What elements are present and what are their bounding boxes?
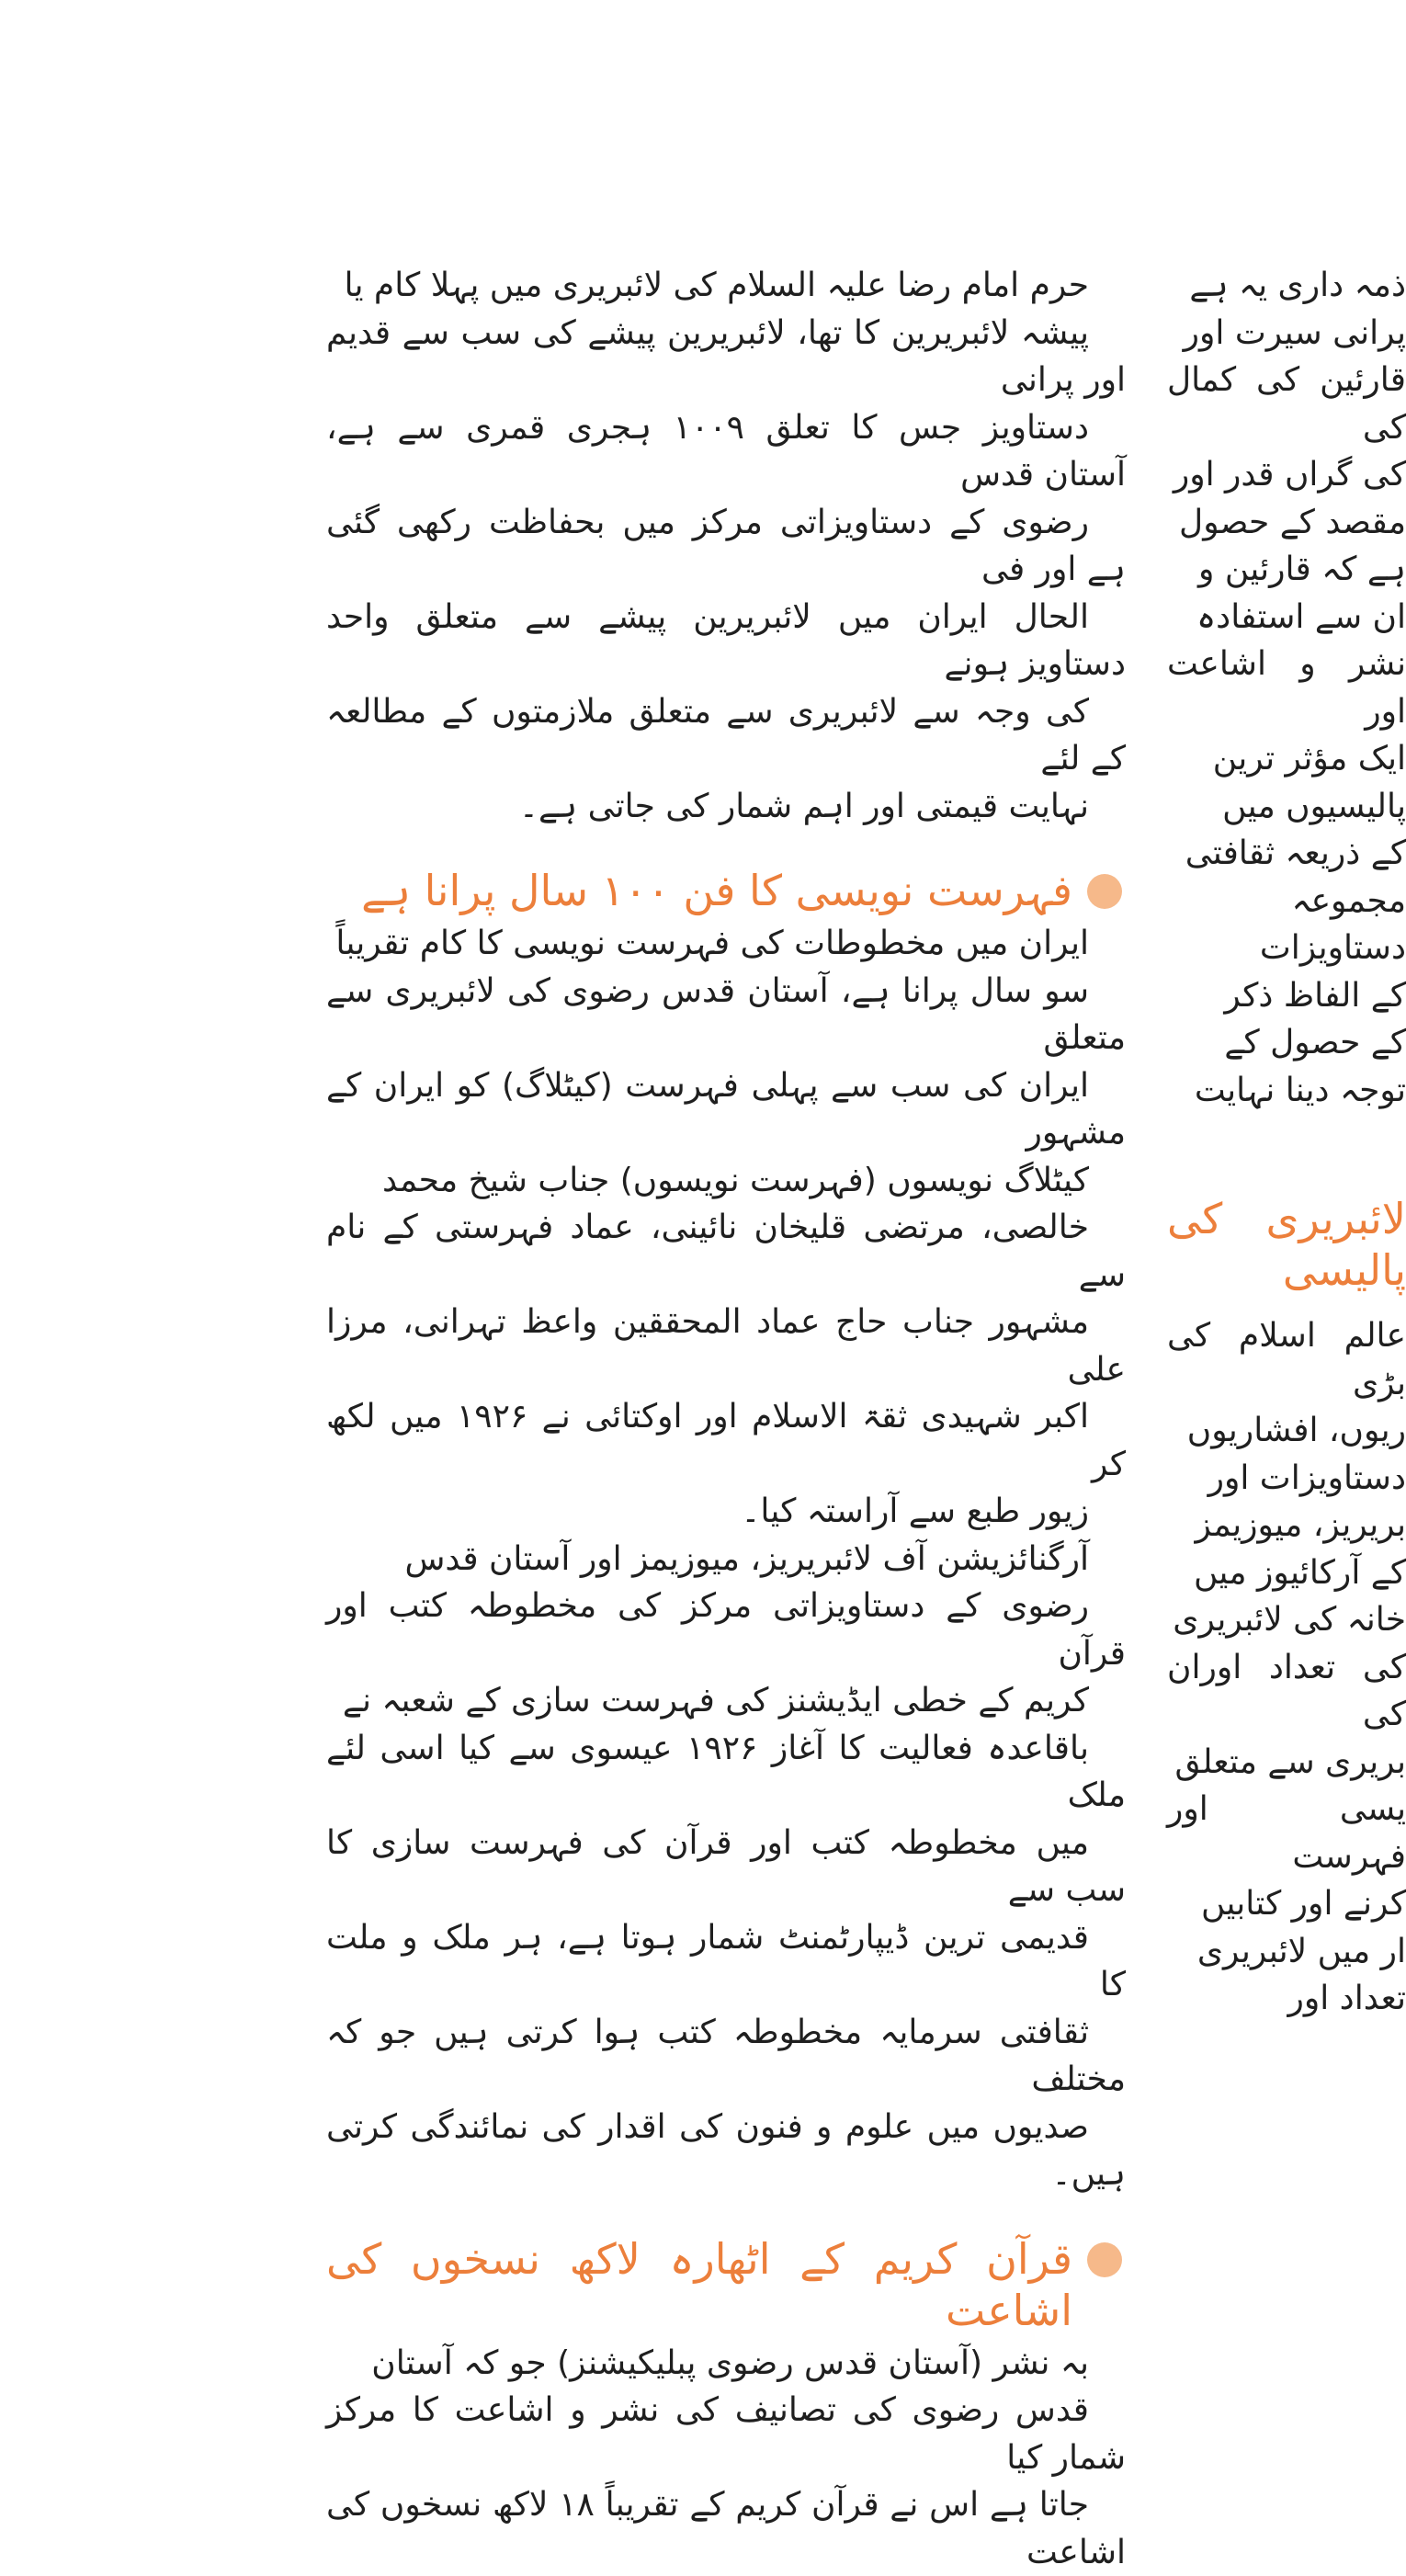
text-line: مشہور جناب حاج عماد المحققین واعظ تہرانی، مرزا علی [326,1299,1126,1393]
text-line: باقاعدہ فعالیت کا آغاز ۱۹۲۶ عیسوی سے کیا اسی لئے ملک [326,1725,1126,1820]
section-heading-quran-publication [326,2233,1126,2336]
text-line: نہایت قیمتی اور اہم شمار کی جاتی ہے۔ [326,783,1126,831]
text-line: ایران میں مخطوطات کی فہرست نویسی کا کام تقریباً [326,920,1126,968]
text-line: توجہ دینا نہایت [1167,1067,1406,1115]
text-line: زیور طبع سے آراستہ کیا۔ [326,1488,1126,1536]
text-line: ذمہ داری یہ ہے [1167,262,1406,310]
section-heading-text: لائبریری کی پالیسی [1167,1194,1406,1295]
heading-bullet-icon [1087,874,1122,909]
text-line: بہ نشر (آستان قدس رضوی پبلیکیشنز) جو کہ آستان [326,2340,1126,2388]
section-heading-library-policy [1167,1193,1406,1296]
text-line: کیٹلاگ نویسوں (فہرست نویسوں) جناب شیخ محمد [326,1157,1126,1205]
section-heading-text: قرآن کریم کے اٹھارہ لاکھ نسخوں کی اشاعت [326,2234,1072,2335]
text-line: الحال ایران میں لائبریرین پیشے سے متعلق واحد دستاویز ہونے [326,594,1126,688]
text-line: مجموعہ دستاویزات [1167,878,1406,972]
text-line: نشر و اشاعت اور [1167,641,1406,735]
text-line: کے حصول کے [1167,1019,1406,1067]
cataloguing-paragraph-1 [326,920,1126,1536]
text-line: ار میں لائبریری [1167,1928,1406,1976]
cataloguing-paragraph-2 [326,1536,1126,2198]
text-line: خالصی، مرتضی قلیخان نائینی، عماد فہرستی کے نام سے [326,1204,1126,1299]
text-line: ریوں، افشاریوں [1167,1407,1406,1455]
text-line: مقصد کے حصول [1167,499,1406,547]
text-line: اکبر شہیدی ثقۃ الاسلام اور اوکتائی نے ۱۹۲۶ میں لکھ کر [326,1393,1126,1488]
text-line: ثقافتی سرمایہ مخطوطہ کتب ہوا کرتی ہیں جو کہ مختلف [326,2009,1126,2104]
text-line: کے آرکائیوز میں [1167,1549,1406,1597]
text-line: ایک مؤثر ترین [1167,735,1406,783]
text-line: یسی اور فہرست [1167,1786,1406,1880]
main-article-column [326,262,1126,2576]
text-line: کے ذریعہ ثقافتی [1167,830,1406,878]
text-line: آرگنائزیشن آف لائبریریز، میوزیمز اور آستان قدس [326,1536,1126,1583]
text-line: پالیسیوں میں [1167,783,1406,831]
text-line: ہے کہ قارئین و [1167,546,1406,594]
text-line: تعداد اور [1167,1975,1406,2023]
text-line: پیشہ لائبریرین کا تھا، لائبریرین پیشے کی سب سے قدیم اور پرانی [326,310,1126,404]
text-line: دستاویز جس کا تعلق ۱۰۰۹ ہجری قمری سے ہے، آستان قدس [326,404,1126,499]
text-line: قدس رضوی کی تصانیف کی نشر و اشاعت کا مرکز شمار کیا [326,2387,1126,2481]
intro-paragraph [326,262,1126,830]
text-line: کی وجہ سے لائبریری سے متعلق ملازمتوں کے مطالعہ کے لئے [326,688,1126,783]
text-line: کے الفاظ ذکر [1167,972,1406,1020]
text-line: رضوی کے دستاویزاتی مرکز میں بحفاظت رکھی گئی ہے اور فی [326,499,1126,594]
right-article-column [1167,262,1406,2023]
text-line: جاتا ہے اس نے قرآن کریم کے تقریباً ۱۸ لاکھ نسخوں کی اشاعت [326,2481,1126,2576]
section-heading-text: فہرست نویسی کا فن ۱۰۰ سال پرانا ہے [361,866,1072,915]
right-column-paragraph-bottom [1167,1312,1406,2023]
text-line: دستاویزات اور [1167,1455,1406,1503]
right-column-paragraph-top [1167,262,1406,1114]
text-line: سو سال پرانا ہے، آستان قدس رضوی کی لائبریری سے متعلق [326,968,1126,1062]
text-line: کریم کے خطی ایڈیشنز کی فہرست سازی کے شعبہ نے [326,1677,1126,1725]
heading-bullet-icon [1087,2242,1122,2277]
quran-publication-paragraph [326,2340,1126,2576]
text-line: کرنے اور کتابیں [1167,1880,1406,1928]
section-heading-cataloguing [326,865,1126,916]
text-line: کی گراں قدر اور [1167,451,1406,499]
text-line: حرم امام رضا علیہ السلام کی لائبریری میں پہلا کام یا [326,262,1126,310]
text-line: بریری سے متعلق [1167,1739,1406,1787]
text-line: میں مخطوطہ کتب اور قرآن کی فہرست سازی کا سب سے [326,1820,1126,1914]
text-line: صدیوں میں علوم و فنون کی اقدار کی نمائندگی کرتی ہیں۔ [326,2104,1126,2198]
text-line: ایران کی سب سے پہلی فہرست (کیٹلاگ) کو ایران کے مشہور [326,1062,1126,1157]
text-line: ان سے استفادہ [1167,594,1406,641]
text-line: عالم اسلام کی بڑی [1167,1312,1406,1407]
text-line: بریریز، میوزیمز [1167,1502,1406,1549]
text-line: خانہ کی لائبریری [1167,1596,1406,1644]
text-line: پرانی سیرت اور [1167,310,1406,357]
text-line: رضوی کے دستاویزاتی مرکز کی مخطوطہ کتب اور قرآن [326,1583,1126,1677]
text-line: قارئین کی کمال کی [1167,357,1406,451]
text-line: کی تعداد اوران کی [1167,1644,1406,1739]
text-line: قدیمی ترین ڈیپارٹمنٹ شمار ہوتا ہے، ہر ملک و ملت کا [326,1914,1126,2009]
